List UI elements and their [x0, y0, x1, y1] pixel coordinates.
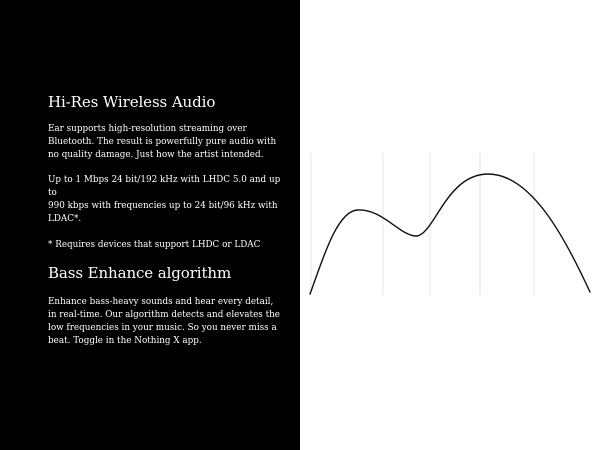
bass-enhance-description: Enhance bass-heavy sounds and hear every detail, in real-time. Our algorithm detects and elevates the low frequencies in your music. So you never miss a beat. Toggle in the Nothing X app.: [48, 297, 281, 346]
grid-lines: [311, 153, 534, 295]
hi-res-footnote: * Requires devices that support LHDC or LDAC: [48, 239, 261, 250]
bass-enhance-heading: Bass Enhance algorithm: [48, 264, 232, 283]
frequency-curve-graphic: [300, 0, 600, 450]
frequency-curve: [310, 174, 590, 294]
text-content: [48, 93, 288, 361]
hi-res-description: Ear supports high-resolution streaming over Bluetooth. The result is powerfully pure audio with no quality damage. Just how the artist intended.: [48, 124, 277, 160]
hi-res-heading: Hi-Res Wireless Audio: [48, 93, 216, 111]
waveform-panel: [300, 0, 600, 450]
hi-res-specs: Up to 1 Mbps 24 bit/192 kHz with LHDC 5.0 and up to 990 kbps with frequencies up to 24 bit/96 kHz with LDAC*.: [48, 175, 281, 224]
